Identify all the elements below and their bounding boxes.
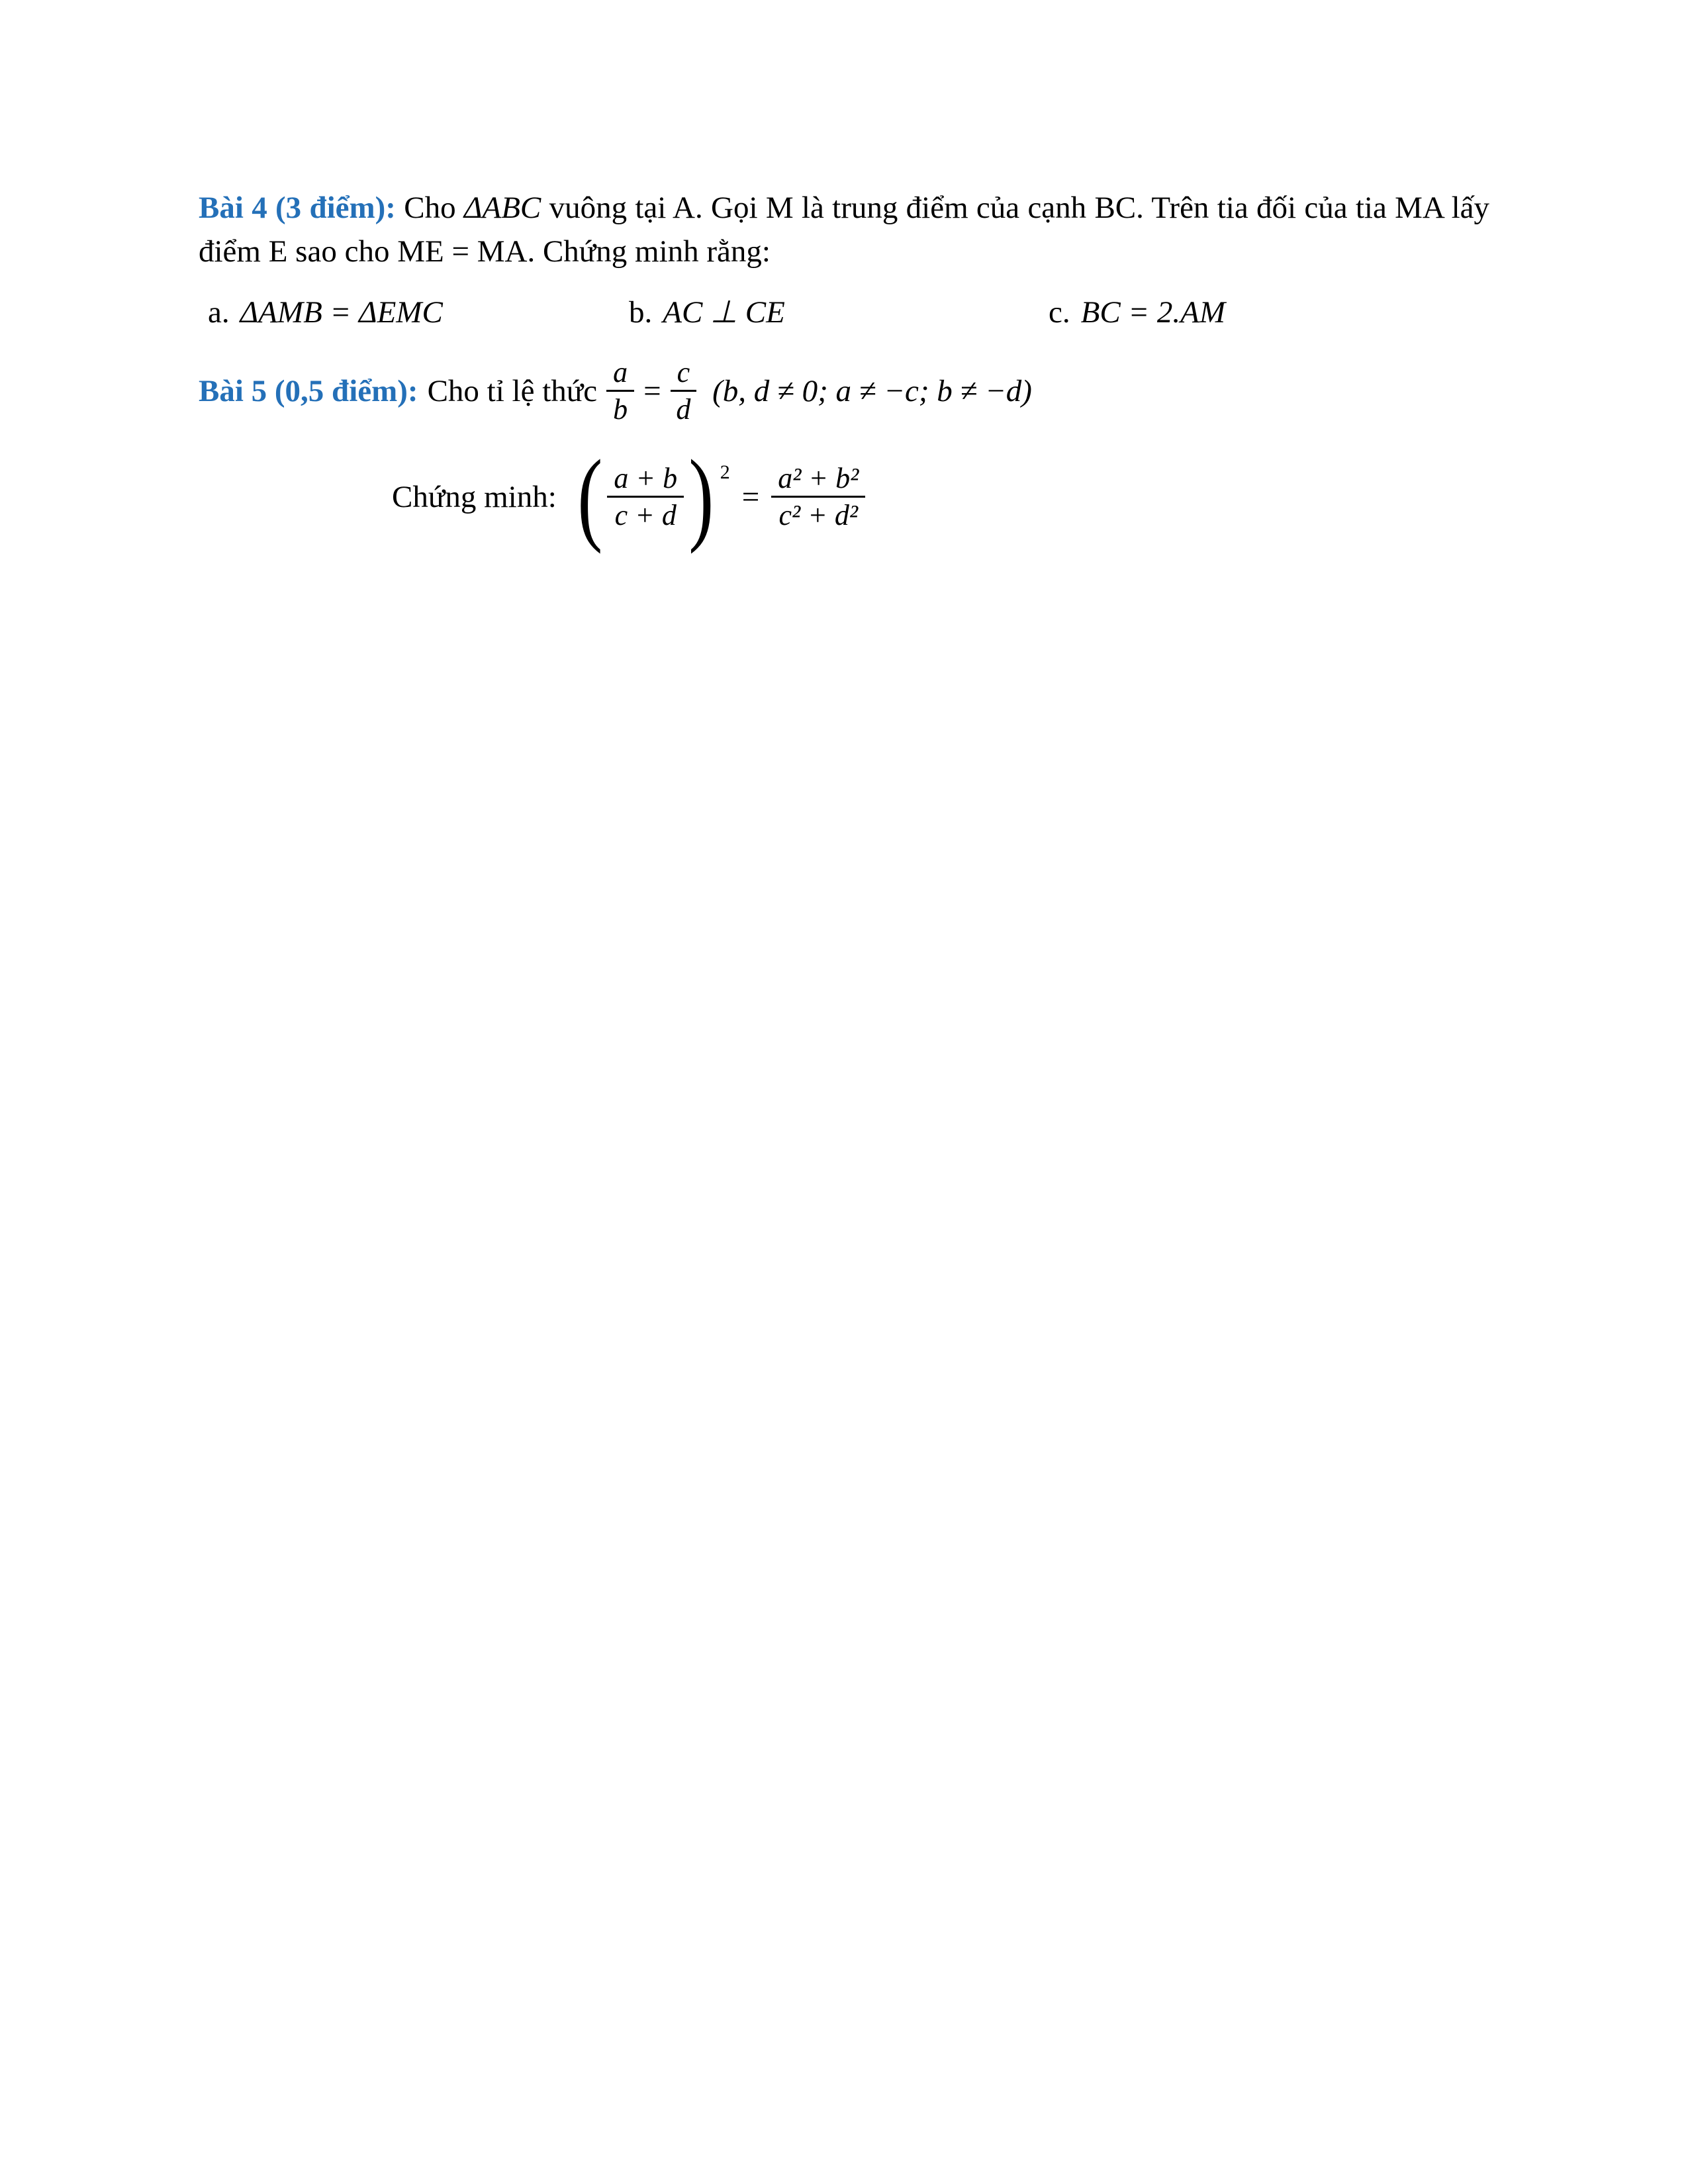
bai4-item-c — [1049, 295, 1489, 330]
lhs-numerator: a + b — [607, 463, 684, 498]
bai5-label: Bài 5 (0,5 điểm): — [199, 373, 418, 408]
rhs-denominator: c² + d² — [778, 499, 859, 532]
rhs-fraction — [771, 463, 865, 531]
ratio-equals-sign: = — [643, 373, 661, 408]
bai4-paragraph — [199, 187, 1489, 274]
lhs-denominator: c + d — [614, 499, 677, 532]
proof-label: Chứng minh: — [392, 479, 557, 514]
bai4-item-b — [629, 294, 1049, 330]
lhs-exponent: 2 — [720, 461, 730, 483]
bai4-items-row — [199, 294, 1489, 330]
ratio-left-denominator: b — [613, 393, 628, 426]
bai4-item-a — [208, 295, 629, 330]
bai4-label: Bài 4 (3 điểm): — [199, 191, 396, 225]
rhs-numerator: a² + b² — [771, 463, 865, 498]
bai4-body-text: vuông tại A. Gọi M là trung điểm của cạnh BC. Trên tia đối của tia MA lấy điểm E sao cho ME = MA. Chứng minh rằng: — [199, 191, 1489, 269]
ratio-fraction-right — [671, 357, 697, 426]
bai4-item-a-marker: a. — [208, 295, 230, 330]
ratio-left-numerator: a — [606, 357, 634, 392]
equation-equals-sign: = — [741, 479, 760, 514]
bai4-cho-text: Cho — [404, 191, 456, 225]
bai4-item-b-marker: b. — [629, 295, 653, 330]
lhs-parenthesized-fraction: ( $\frac{a + b}{c + d}$ ) 2 — [577, 438, 730, 555]
bai4-item-c-math: BC = 2.AM — [1080, 295, 1226, 330]
bai4-item-c-marker: c. — [1049, 295, 1070, 330]
ratio-right-denominator: d — [676, 393, 691, 426]
bai5-paragraph — [199, 357, 1489, 426]
ratio-fraction-left — [606, 357, 634, 426]
bai5-intro-text: Cho tỉ lệ thức — [427, 373, 598, 408]
bai5-condition: (b, d ≠ 0; a ≠ −c; b ≠ −d) — [712, 373, 1032, 408]
bai4-item-a-math: ΔAMB = ΔEMC — [240, 295, 443, 330]
bai4-triangle-math: ΔABC — [463, 191, 541, 225]
bai4-item-b-math: AC ⊥ CE — [663, 295, 785, 330]
ratio-right-numerator: c — [671, 357, 697, 392]
lhs-fraction — [607, 463, 684, 531]
bai5-proof-row — [392, 438, 1489, 555]
